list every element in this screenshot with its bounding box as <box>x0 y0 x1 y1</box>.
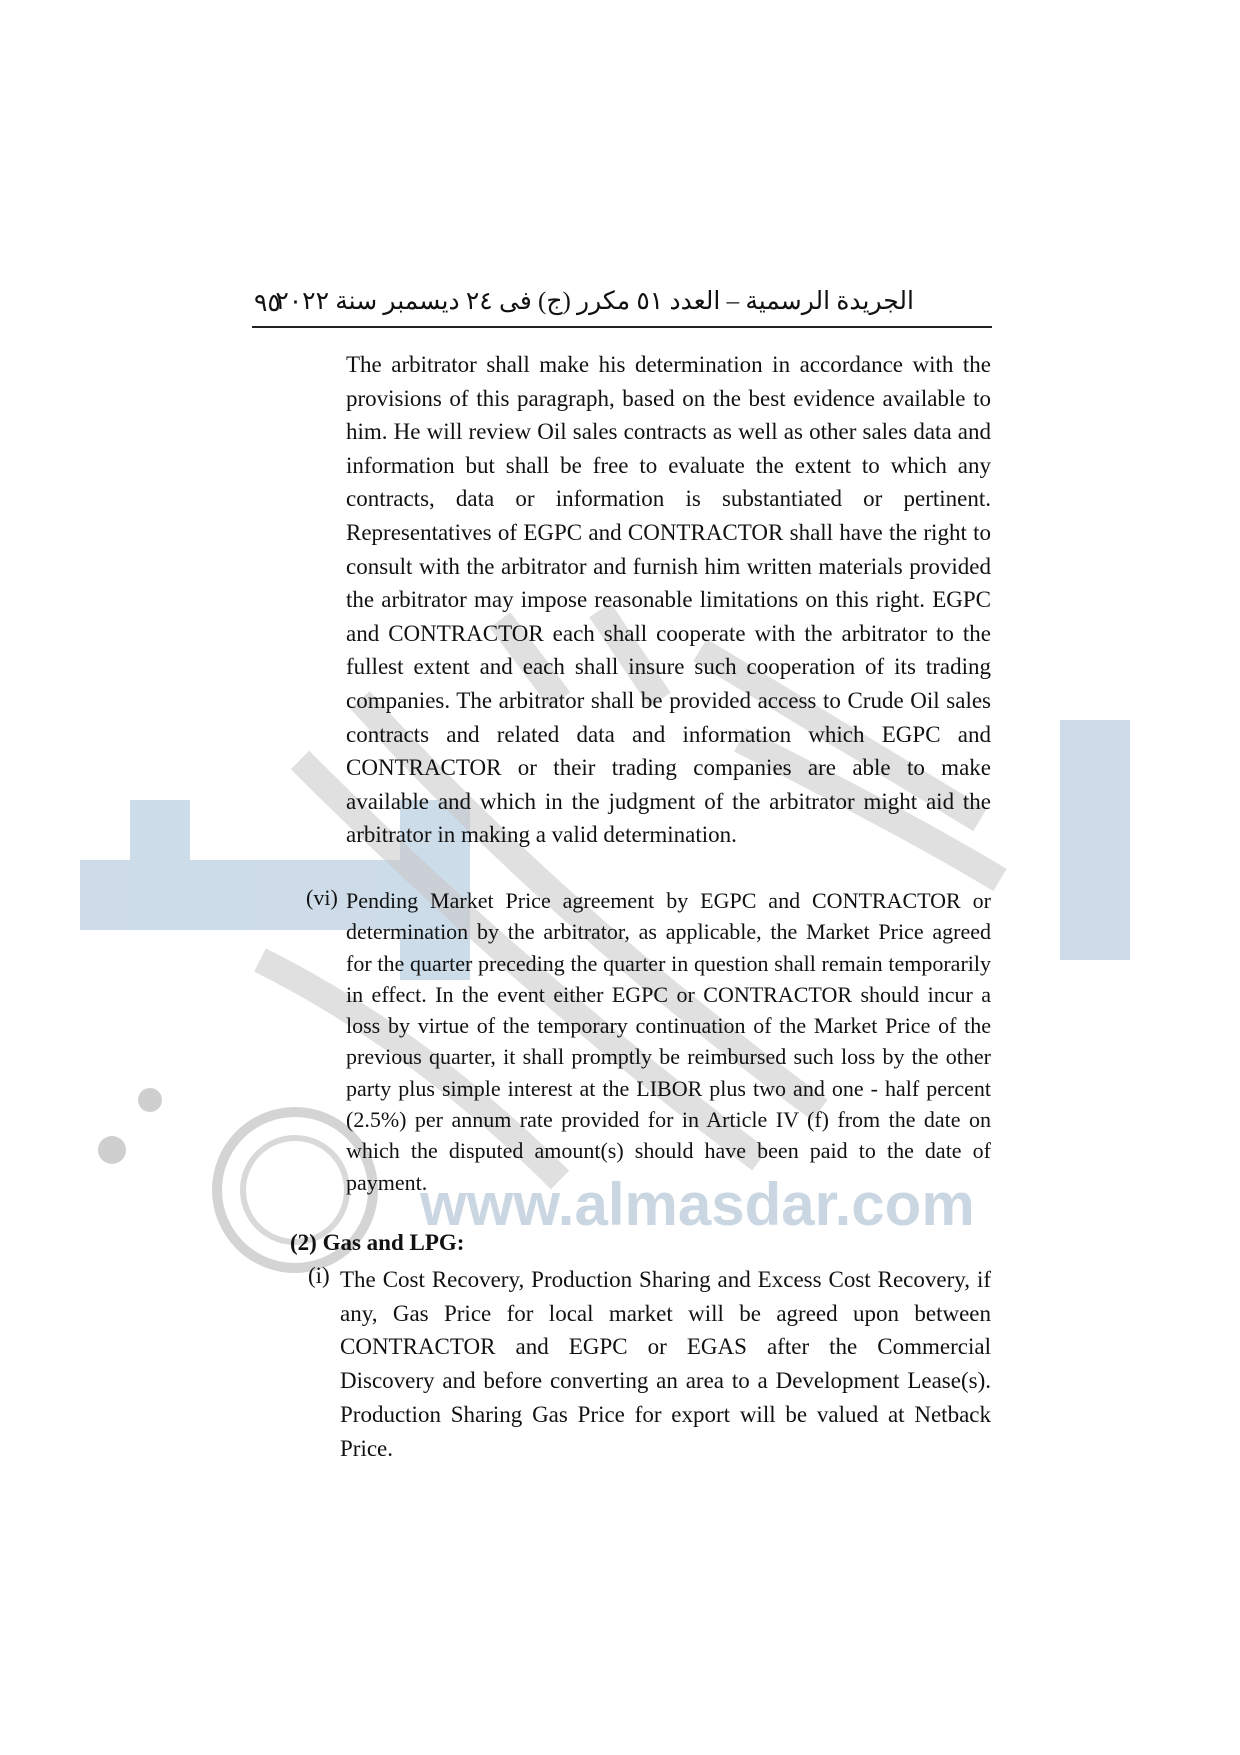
watermark-text: www.almasdar.com <box>420 1171 975 1238</box>
page-header <box>252 282 992 328</box>
arbitrator-paragraph: The arbitrator shall make his determination in accordance with the provisions of this paragraph, based on the best evidence available to him. He will review Oil sales contracts as well as other sales data and information but shall be free to evaluate the extent to which any contracts, data or information is substantiated or pertinent. Representatives of EGPC and CONTRACTOR shall have the right to consult with the arbitrator and furnish him written materials provided the arbitrator may impose reasonable limitations on this right. EGPC and CONTRACTOR each shall cooperate with the arbitrator to the fullest extent and each shall insure such cooperation of its trading companies. The arbitrator shall be provided access to Crude Oil sales contracts and related data and information which EGPC and CONTRACTOR or their trading companies are able to make available and which in the judgment of the arbitrator might aid the arbitrator in making a valid determination. <box>346 352 991 848</box>
item-i-marker: (i) <box>308 1263 330 1288</box>
item-vi-text: Pending Market Price agreement by EGPC and CONTRACTOR or determination by the arbitrator, as applicable, the Market Price agreed for the quarter preceding the quarter in question shall remain temporarily in effect. In the event either EGPC or CONTRACTOR should incur a loss by virtue of the temporary continuation of the Market Price of the previous quarter, it shall promptly be reimbursed such loss by the other party plus simple interest at the LIBOR plus two and one - half percent (2.5%) per annum rate provided for in Article IV (f) from the date on which the disputed amount(s) should have been paid to the date of payment. <box>346 888 991 1195</box>
page-number: ٩٥ <box>254 290 281 317</box>
item-i-text: The Cost Recovery, Production Sharing and Excess Cost Recovery, if any, Gas Price for local market will be agreed upon between CONTRACTOR and EGPC or EGAS after the Commercial Discovery and before converting an area to a Development Lease(s). Production Sharing Gas Price for export will be valued at Netback Price. <box>340 1267 991 1461</box>
section-heading: (2) Gas and LPG: <box>290 1230 465 1255</box>
item-vi-marker: (vi) <box>306 885 338 910</box>
gazette-title: الجريدة الرسمية – العدد ٥١ مكرر (ج) فى ٢٤ ديسمبر سنة ٢٠٢٢ <box>275 288 914 315</box>
